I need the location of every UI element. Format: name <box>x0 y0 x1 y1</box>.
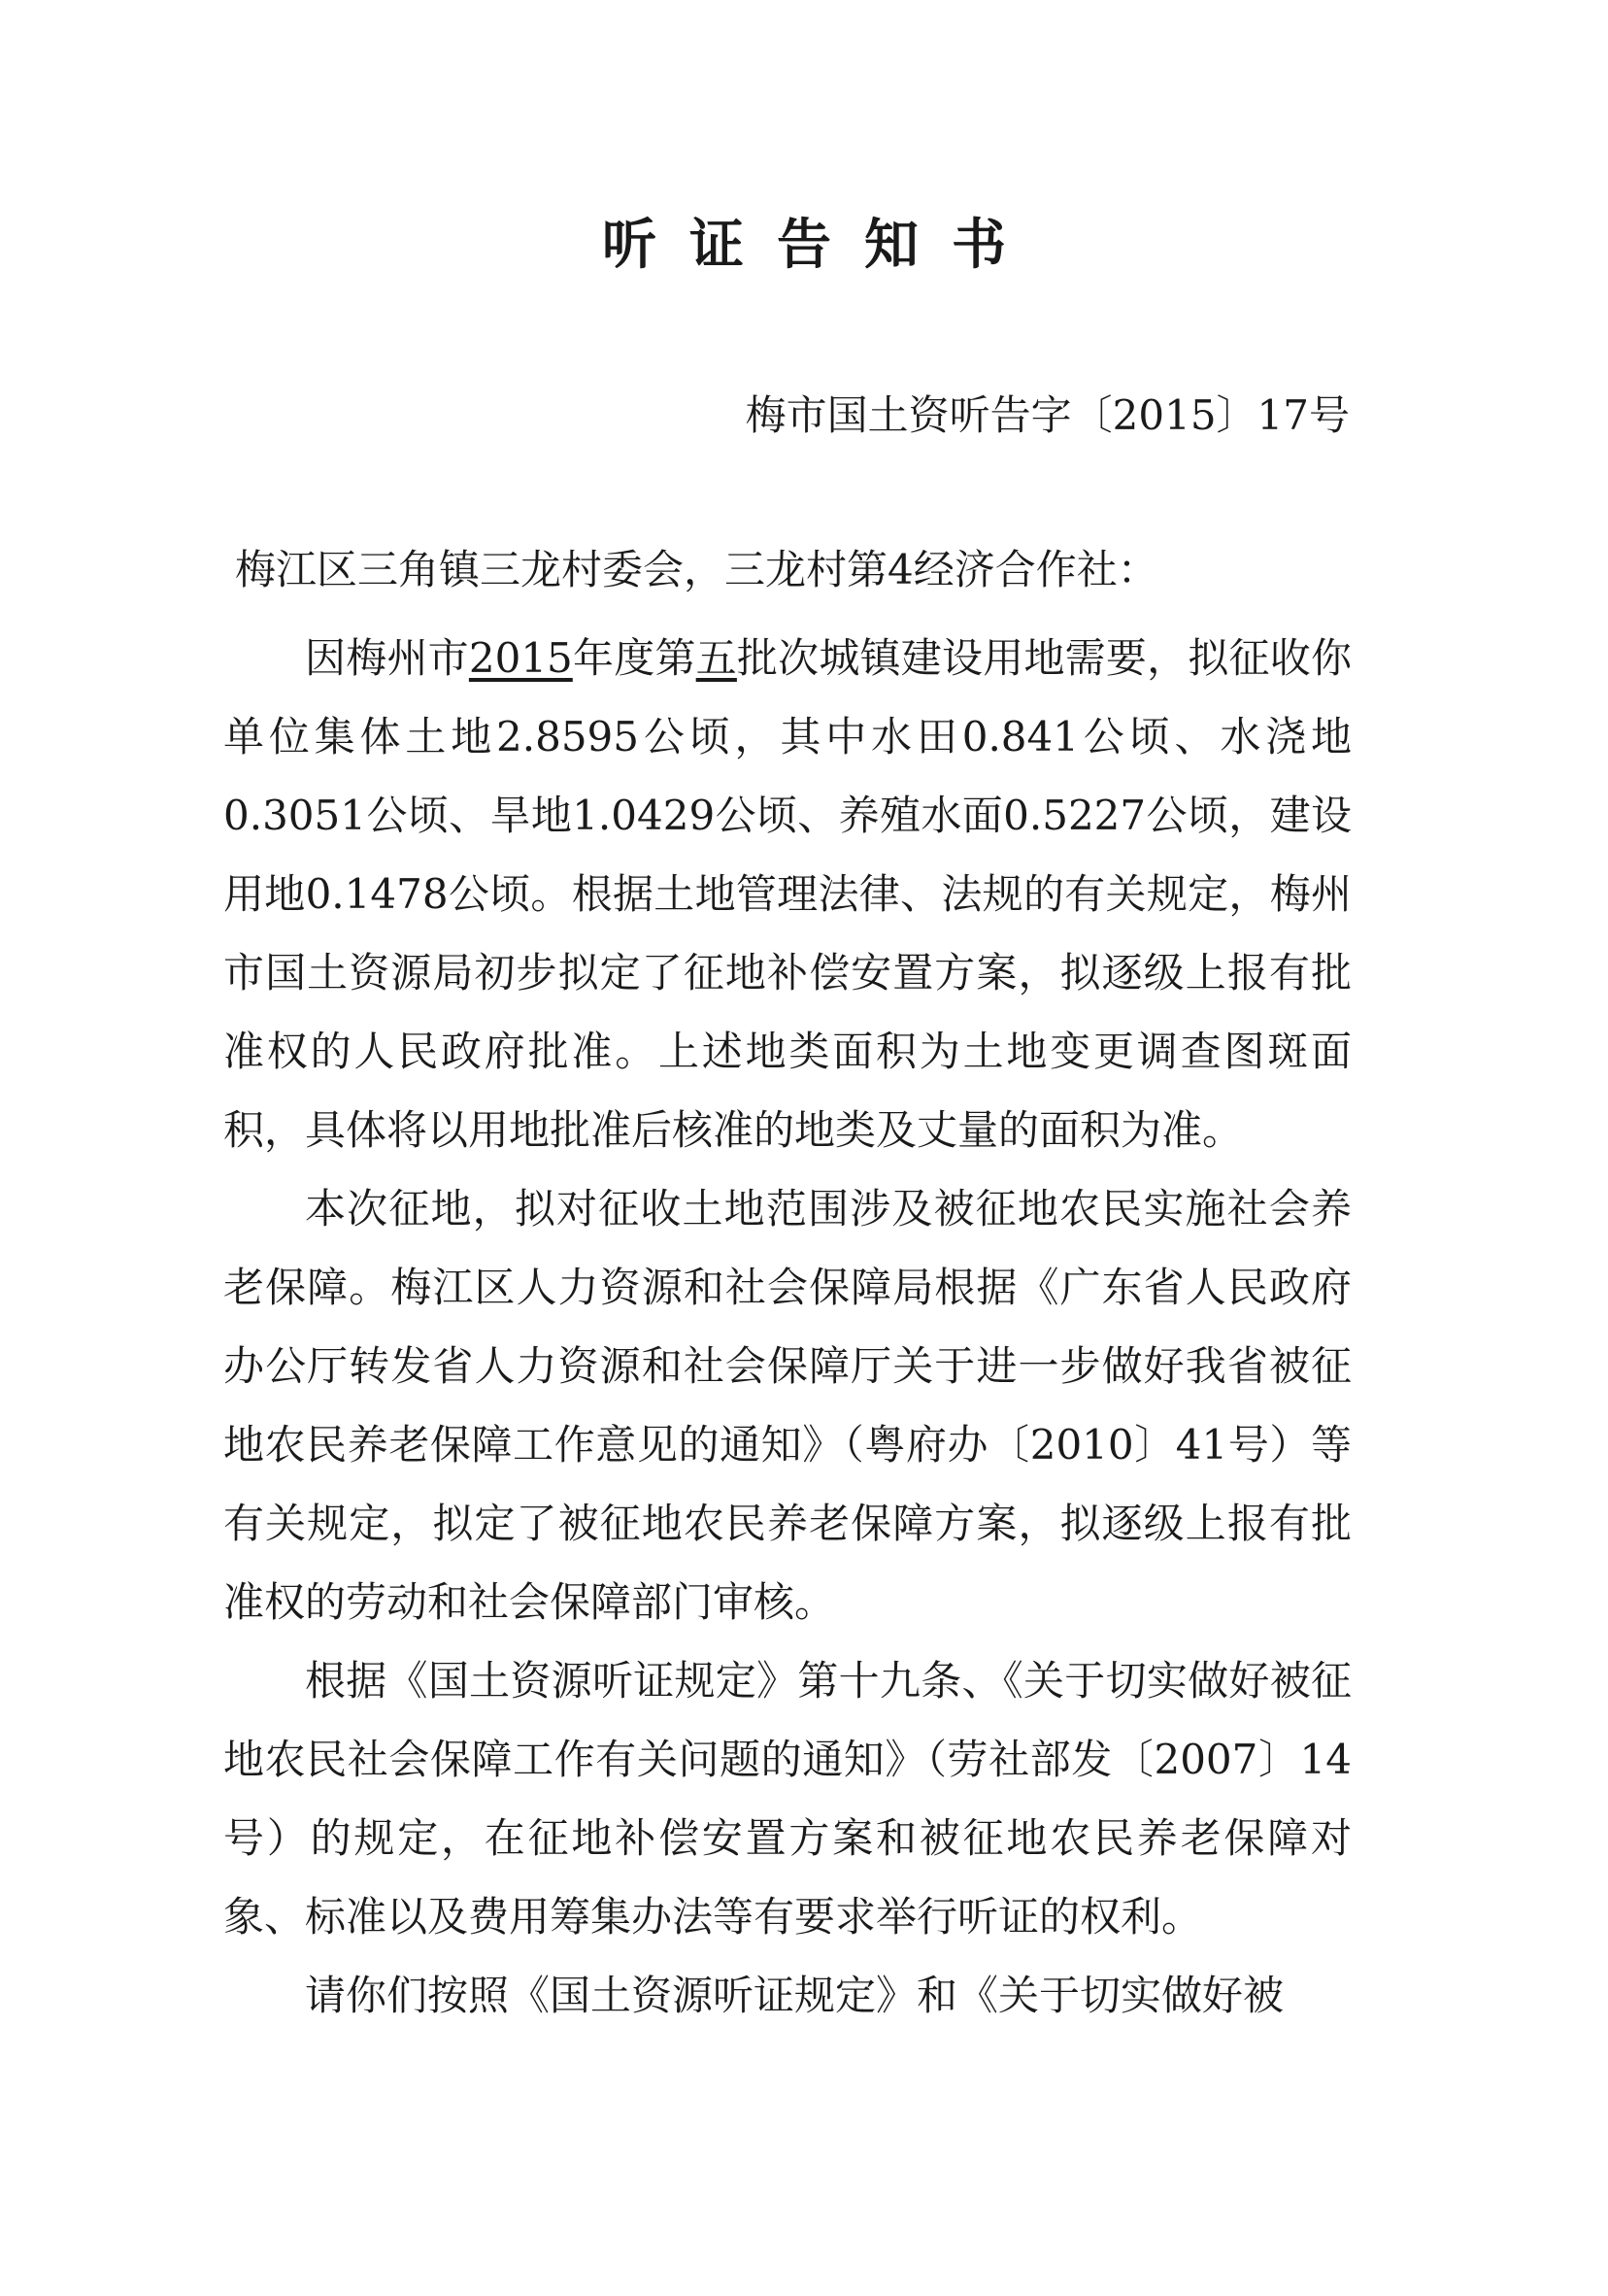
document-title: 听证告知书 <box>602 213 1039 277</box>
paragraph-request: 请你们按照《国土资源听证规定》和《关于切实做好被 <box>305 1972 1285 2019</box>
paragraph-1-rest: 批次城镇建设用地需要，拟征收你单位集体土地2.8595公顷，其中水田0.841公顷、水浇地0.3051公顷、旱地1.0429公顷、养殖水面0.5227公顷，建设用地0.1478公顷。根据土地管理法律、法规的有关规定，梅州市国土资源局初步拟定了征地补偿安置方案，拟逐级上报有批准权的人民政府批准。上述地类面积为土地变更调查图斑面积，具体将以用地批准后核准的地类及丈量的面积为准。 <box>223 634 1352 1154</box>
paragraph-hearing-rights: 根据《国土资源听证规定》第十九条、《关于切实做好被征地农民社会保障工作有关问题的通知》（劳社部发〔2007〕14号）的规定，在征地补偿安置方案和被征地农民养老保障对象、标准以及费用筹集办法等有要求举行听证的权利。 <box>223 1657 1352 1941</box>
document-body <box>223 619 1352 2035</box>
recipient-line: 梅江区三角镇三龙村委会，三龙村第4经济合作社： <box>235 546 1158 593</box>
batch-underlined: 五 <box>695 634 737 682</box>
paragraph-land-acquisition <box>223 619 1352 1169</box>
year-underlined: 2015 <box>468 634 573 682</box>
paragraph-pension-security: 本次征地，拟对征收土地范围涉及被征地农民实施社会养老保障。梅江区人力资源和社会保障局根据《广东省人民政府办公厅转发省人力资源和社会保障厅关于进一步做好我省被征地农民养老保障工作意见的通知》（粤府办〔2010〕41号）等有关规定，拟定了被征地农民养老保障方案，拟逐级上报有批准权的劳动和社会保障部门审核。 <box>223 1185 1352 1626</box>
paragraph-1-start: 因梅州市 <box>305 634 469 682</box>
paragraph-1-middle: 年度第 <box>572 634 696 682</box>
document-number: 梅市国土资听告字〔2015〕17号 <box>745 391 1350 439</box>
